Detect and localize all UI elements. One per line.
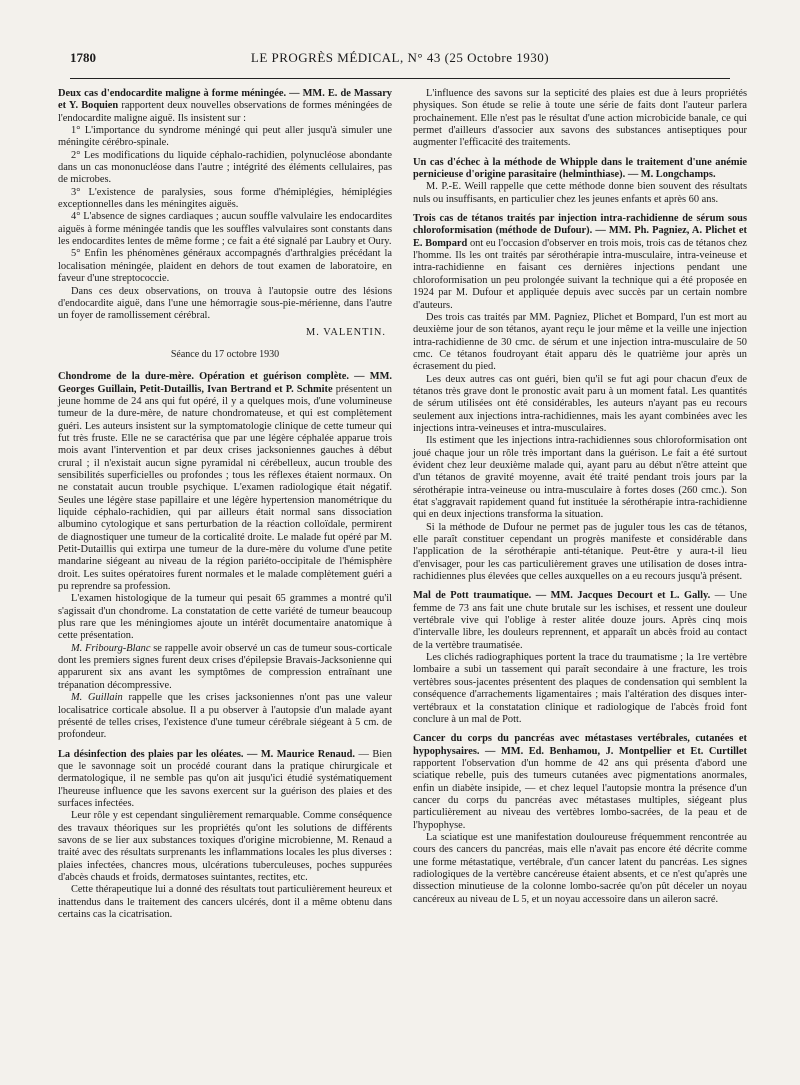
paragraph: L'influence des savons sur la septicité des plaies est due à leurs propriétés physiques. Son étude se relie à toute une série de faits dont l'auteur parlera prochainement. Elle n'est pas le résultat d'une action microbicide banale, ce qui permet d'ailleurs d'associer aux savons des substances antiseptiques pour augmenter l'efficacité des traitements. bbox=[413, 88, 747, 149]
paragraph-text: se rappelle avoir observé un cas de tumeur sous-corticale dont les premiers signes furent deux crises d'épilepsie Bravais-Jacksonienne qui apparurent six ans avant les symptômes de compression entraînant une trépanation décompressive. bbox=[58, 642, 392, 691]
paragraph: La sciatique est une manifestation douloureuse fréquemment rencontrée au cours des cancers du pancréas, mais elle n'avait pas encore été décrite comme une forme métastatique, vertébrale, d'un cancer latent du pancréas. Les signes radiologiques de la vertèbre cancéreuse étaient absents, et ce n'est qu'après une dissection minutieuse de la colonne lombo-sacrée qu'on pût déceler un noyau cancéreux au niveau de L 5, et un noyau accessoire dans un aileron sacré. bbox=[413, 831, 747, 905]
right-column bbox=[413, 88, 747, 906]
page-header bbox=[70, 50, 730, 74]
left-column bbox=[58, 88, 392, 921]
article-desinfection bbox=[58, 749, 392, 811]
article-title: Mal de Pott traumatique. — MM. Jacques Decourt et L. Gally. bbox=[413, 590, 711, 602]
article-text: ont eu l'occasion d'observer en trois mois, trois cas de tétanos chez l'homme. Ils les ont traités par sérothérapie intra-musculaire, intra-veineuse et intra-rachidienne en faisant ces dernières injections pendant une chloroformisation un peu prolongée suivant la technique qui a été proposée en 1924 par M. Dufour et appliquée depuis avec succès par un certain nombre d'auteurs. bbox=[413, 237, 747, 311]
article-title: Deux cas d'endocardite maligne à forme méningée. — MM. E. de Massary et Y. Boquien bbox=[58, 88, 392, 112]
speaker-name: M. Fribourg-Blanc bbox=[71, 642, 151, 654]
page-number: 1780 bbox=[70, 50, 96, 65]
article-title: Un cas d'échec à la méthode de Whipple dans le traitement d'une anémie pernicieuse d'origine parasitaire (helminthiase). — M. Longchamps. bbox=[413, 156, 747, 181]
article-chondrome bbox=[58, 371, 392, 593]
paragraph: M. P.-E. Weill rappelle que cette méthode donne bien souvent des résultats nuls ou insuffisants, en particulier chez les jeunes enfants et après 60 ans. bbox=[413, 181, 747, 205]
paragraph: 2° Les modifications du liquide céphalo-rachidien, polynucléose abondante dans un cas mononucléose dans l'autre ; intégrité des éléments cellulaires, pas de microbes. bbox=[58, 149, 392, 186]
article-text: — Bien que le savonnage soit un procédé courant dans la pratique chirurgicale et dermatologique, il ne semble pas qu'on ait jusqu'ici étudié systématiquement l'heureuse influence que les savons exercent sur la guérison des plaies et des surfaces infectées. bbox=[58, 748, 392, 809]
article-title: Chondrome de la dure-mère. Opération et guérison complète. — MM. Georges Guillain, Petit-Dutaillis, Ivan Bertrand et P. Schmite bbox=[58, 371, 392, 395]
paragraph: Cette thérapeutique lui a donné des résultats tout particulièrement heureux et inattendus dans le traitement des cancers ulcérés, dont il a même obtenu dans certains cas la cicatrisation. bbox=[58, 884, 392, 920]
paragraph: L'examen histologique de la tumeur qui pesait 65 grammes a montré qu'il s'agissait d'un chondrome. La constatation de cette variété de tumeur beaucoup plus rare que les méningiomes ajoute un intérêt documentaire anatomique à cette présentation. bbox=[58, 593, 392, 642]
speaker-name: M. Guillain bbox=[71, 692, 123, 704]
article-mal-de-pott bbox=[413, 590, 747, 652]
paragraph: Leur rôle y est cependant singulièrement remarquable. Comme conséquence des travaux théoriques sur les propriétés qu'ont les solutions de différents savons de se lier aux substances toxiques d'origine microbienne, M. Renaud a traité avec des résultats surprenants les inflammations locales les plus diverses : plaies infectées, chancres mous, ulcérations tuberculeuses, poches suppurées d'abcès chauds et froids, dermatoses suintantes, rectites, etc. bbox=[58, 810, 392, 883]
article-title: Cancer du corps du pancréas avec métastases vertébrales, cutanées et hypophysaires. — MM. Ed. Benhamou, J. Montpellier et Et. Curtillet bbox=[413, 733, 747, 757]
paragraph: Dans ces deux observations, on trouva à l'autopsie outre des lésions d'endocardite aiguë, dans l'une une hémorragie sous-pie-mérienne, dans l'autre un foyer de ramollissement cérébral. bbox=[58, 285, 392, 322]
paragraph: 5° Enfin les phénomènes généraux accompagnés d'arthralgies précédant la localisation méningée, plaident en dehors de tout examen de laboratoire, en faveur d'une streptococcie. bbox=[58, 248, 392, 285]
header-rule bbox=[70, 78, 730, 79]
article-title: La désinfection des plaies par les oléates. — M. Maurice Renaud. bbox=[58, 748, 355, 760]
article-text: rapportent l'observation d'un homme de 42 ans qui présenta d'abord une sciatique rebelle, puis des tumeurs cutanées avec pigmentations anormales, enfin un diabète insipide, — et chez lequel l'autopsie montra la présence d'un cancer du corps du pancréas avec métastases multiples, siégeant plus particulièrement au niveau des vertèbres lombo-sacrées, de la peau et de l'hypophyse. bbox=[413, 757, 747, 831]
article-text: — Une femme de 73 ans fait une chute brutale sur les ischises, et ressent une douleur vertébrale vive qui l'oblige à rester alitée douze jours. Après cinq mois d'intervalle libre, les douleurs reprennent, et apparaît un abcès froid au contact de la vertèbre traumatisée. bbox=[413, 590, 747, 651]
paragraph bbox=[58, 692, 392, 741]
paragraph-text: rappelle que les crises jacksoniennes n'ont pas une valeur localisatrice corticale absolue. Il a pu observer à l'autopsie d'un malade ayant présenté de telles crises, l'existence d'une tumeur cérébrale siégeant à 5 cm. de profondeur. bbox=[58, 692, 393, 741]
paragraph: Les clichés radiographiques portent la trace du traumatisme ; la 1re vertèbre lombaire a subi un tassement qui paraît secondaire à une fracture, les trois vertèbres sous-jacentes présentent des plaques de condensation qui semblent la conséquence d'arrachements ligamentaires ; mais l'altération des disques inter-vertébraux et la constatation clinique et radiologique de l'abcès froid font conclure à un mal de Pott. bbox=[413, 652, 747, 725]
article-text: présentent un jeune homme de 24 ans qui fut opéré, il y a quelques mois, d'une volumineuse tumeur de la dure-mère, de nature chondromateuse, et qui est complètement guéri. Les auteurs insistent sur la symptomatologie clinique de cette tumeur qui fut très fruste. Elle ne se caractérisa que par une légère céphalée apparue trois mois avant l'intervention et par deux crises jacksoniennes gauches à début crural ; il n'existait aucun signe pyramidal ni cérébelleux, aucun trouble des sensibilités superficielles ou profondes ; tous les réflexes étaient normaux. On ne constatait aucun trouble psychique. L'examen radiologique était négatif. Seules une légère stase papillaire et une légère hypertension manométrique du liquide céphalo-rachidien, qui par ailleurs était normal sans dissociation albumino cytologique et sans perturbation de la réaction colloïdale, permirent de diagnostiquer une tumeur de la corticalité droite. Le malade fut opéré par M. Petit-Dutaillis qui extirpa une tumeur de la dure-mère du volume d'une petite mandarine siégeant au niveau de la région pariéto-occipitale de l'hémisphère droit. Les suites opératoires furent normales et le malade complètement guéri a pu reprendre sa profession. bbox=[58, 383, 392, 593]
paragraph: 4° L'absence de signes cardiaques ; aucun souffle valvulaire les endocardites aiguës à forme méningée tandis que les souffles valvulaires sont constants dans les endocardites lentes de même forme ; ce fait a été signalé par Laubry et Oury. bbox=[58, 211, 392, 248]
paragraph: 3° L'existence de paralysies, sous forme d'hémiplégies, hémiplégies exceptionnelles dans les méningites aiguës. bbox=[58, 186, 392, 211]
paragraph: Les deux autres cas ont guéri, bien qu'il se fut agi pour chacun d'eux de tétanos très grave dont le pronostic avait paru à un moment fatal. Les quantités de sérum utilisées ont été considérables, les auteurs n'ayant pas eu recours seulement aux injections intra-rachidiennes, mais les ayant combinées avec les injections intra-veineuses et intra-musculaires. bbox=[413, 373, 747, 434]
article-endocardite bbox=[58, 88, 392, 125]
article-tetanos bbox=[413, 213, 747, 312]
paragraph: Ils estiment que les injections intra-rachidiennes sous chloroformisation ont joué chaque jour un rôle très important dans la guérison. Le fait a été surtout évident chez leur deuxième malade qui, ayant paru au début n'être atteint que d'un tétanos de gravité moyenne, avait été traité pendant trois jours par la sérothérapie intra-veineuse ou intra-musculaire à fortes doses (260 cmc.). Son état s'aggravait rapidement quand fut instituée la sérothérapie intra-rachidienne qui en deux injections transforma la situation. bbox=[413, 435, 747, 521]
article-pancreas bbox=[413, 733, 747, 832]
session-date: Séance du 17 octobre 1930 bbox=[170, 348, 280, 360]
article-title: Trois cas de tétanos traités par injection intra-rachidienne de sérum sous chloroformisation (méthode de Dufour). — MM. Ph. Pagniez, A. Plichet et E. Bompard bbox=[413, 213, 747, 249]
author-signature: M. VALENTIN. bbox=[305, 326, 386, 338]
paragraph: 1° L'importance du syndrome méningé qui peut aller jusqu'à simuler une méningite cérébro-spinale. bbox=[58, 125, 392, 149]
paragraph bbox=[58, 643, 392, 692]
article-whipple bbox=[413, 157, 747, 182]
article-text: rapportent deux nouvelles observations de formes méningées de l'endocardite maligne aiguë. Ils insistent sur : bbox=[58, 100, 392, 124]
paragraph: Si la méthode de Dufour ne permet pas de juguler tous les cas de tétanos, elle paraît constituer cependant un progrès manifeste et considérable dans l'application de la sérothérapie anti-tétanique. Peut-être y aura-t-il lieu d'envisager, pour les cas particulièrement graves une utilisation de doses intra-rachidiennes plus élevées que celles auxquelles on a eu recours jusqu'à présent. bbox=[413, 521, 747, 583]
journal-title: LE PROGRÈS MÉDICAL, N° 43 (25 Octobre 1930) bbox=[250, 50, 550, 65]
paragraph: Des trois cas traités par MM. Pagniez, Plichet et Bompard, l'un est mort au deuxième jour de son tétanos, ayant reçu le jour même et la veille une injection intra-rachidienne de 30 cmc. de sérum et une injection intra-musculaire de 50 cmc. Ce tétanos foudroyant était apparu dès le quatrième jour après un écrasement du pied. bbox=[413, 311, 747, 373]
